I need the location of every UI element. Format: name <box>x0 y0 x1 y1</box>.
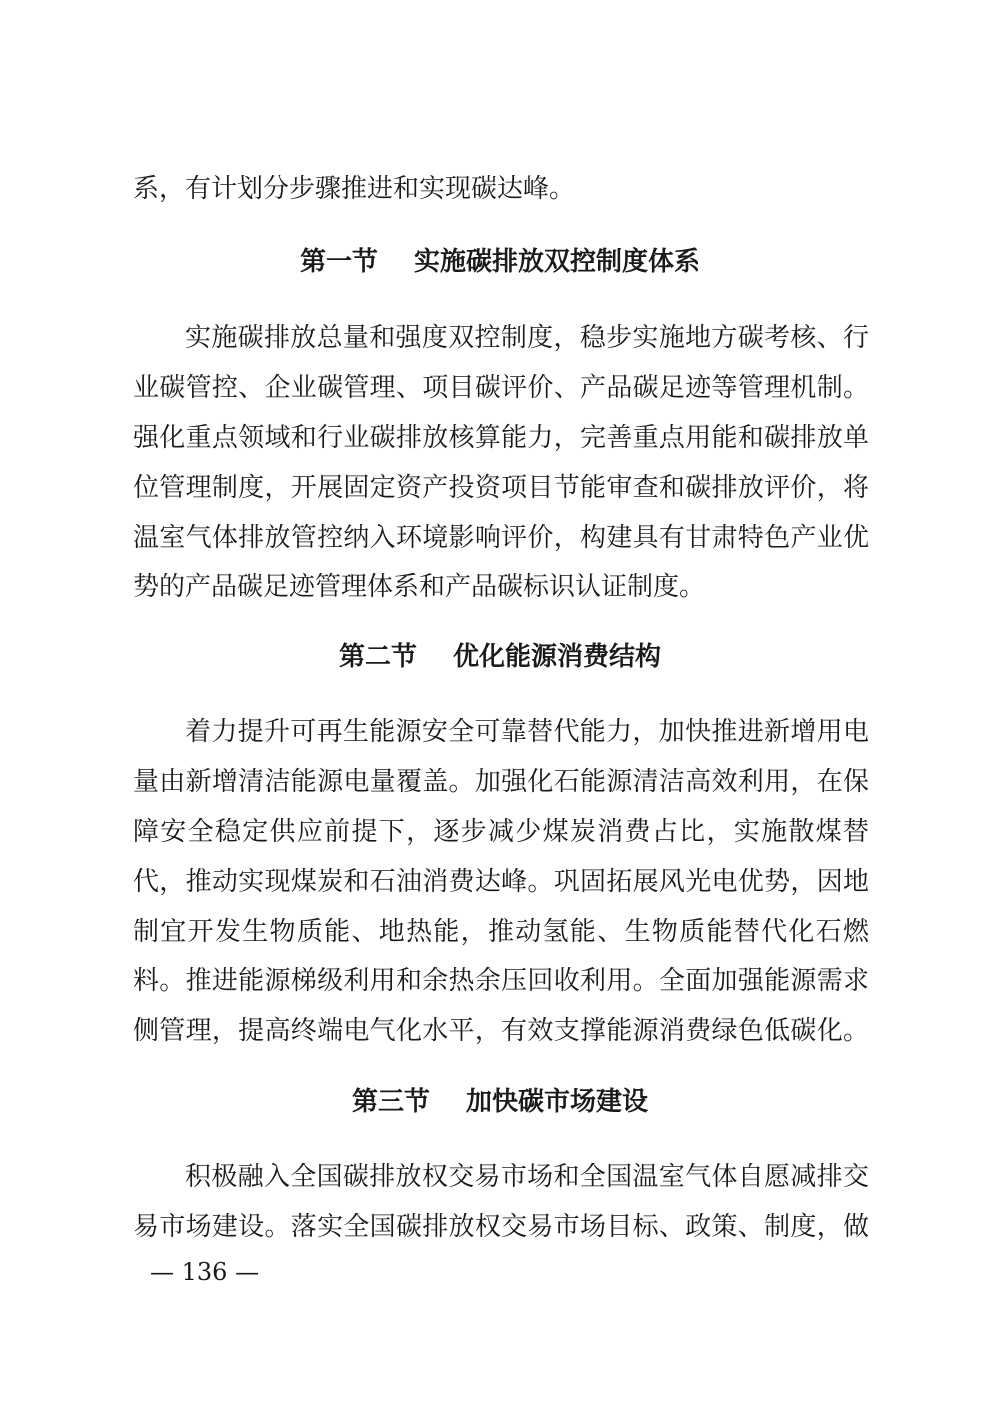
section-heading-title: 实施碳排放双控制度体系 <box>414 247 701 277</box>
body-text-line: 侧管理，提高终端电气化水平，有效支撑能源消费绿色低碳化。 <box>133 1016 869 1046</box>
body-text-line: 易市场建设。落实全国碳排放权交易市场目标、政策、制度，做 <box>133 1212 869 1242</box>
section-heading-number: 第一节 <box>299 247 378 277</box>
body-text-line: 强化重点领域和行业碳排放核算能力，完善重点用能和碳排放单 <box>133 423 869 453</box>
body-text-line: 制宜开发生物质能、地热能，推动氢能、生物质能替代化石燃 <box>133 917 869 947</box>
body-text-line: 代，推动实现煤炭和石油消费达峰。巩固拓展风光电优势，因地 <box>133 867 869 897</box>
section-heading <box>0 640 1000 674</box>
body-text-line: 位管理制度，开展固定资产投资项目节能审查和碳排放评价，将 <box>133 473 869 503</box>
body-text-line: 业碳管控、企业碳管理、项目碳评价、产品碳足迹等管理机制。 <box>133 373 869 403</box>
body-text-line: 积极融入全国碳排放权交易市场和全国温室气体自愿减排交 <box>185 1162 869 1192</box>
section-heading-number: 第三节 <box>351 1087 430 1117</box>
body-text-line: 温室气体排放管控纳入环境影响评价，构建具有甘肃特色产业优 <box>133 523 869 553</box>
section-heading-title: 加快碳市场建设 <box>466 1087 649 1117</box>
body-text-line: 系，有计划分步骤推进和实现碳达峰。 <box>133 174 576 204</box>
body-text-line: 着力提升可再生能源安全可靠替代能力，加快推进新增用电 <box>185 717 869 747</box>
section-heading <box>0 245 1000 279</box>
body-text-line: 料。推进能源梯级利用和余热余压回收利用。全面加强能源需求 <box>133 966 869 996</box>
section-heading-title: 优化能源消费结构 <box>453 642 662 672</box>
body-text-line: 障安全稳定供应前提下，逐步减少煤炭消费占比，实施散煤替 <box>133 817 869 847</box>
body-text-line: 量由新增清洁能源电量覆盖。加强化石能源清洁高效利用，在保 <box>133 767 869 797</box>
section-heading <box>0 1085 1000 1119</box>
page-number: — 136 — <box>150 1258 260 1286</box>
body-text-line: 实施碳排放总量和强度双控制度，稳步实施地方碳考核、行 <box>185 323 869 353</box>
body-text-line: 势的产品碳足迹管理体系和产品碳标识认证制度。 <box>133 572 706 602</box>
section-heading-number: 第二节 <box>338 642 417 672</box>
